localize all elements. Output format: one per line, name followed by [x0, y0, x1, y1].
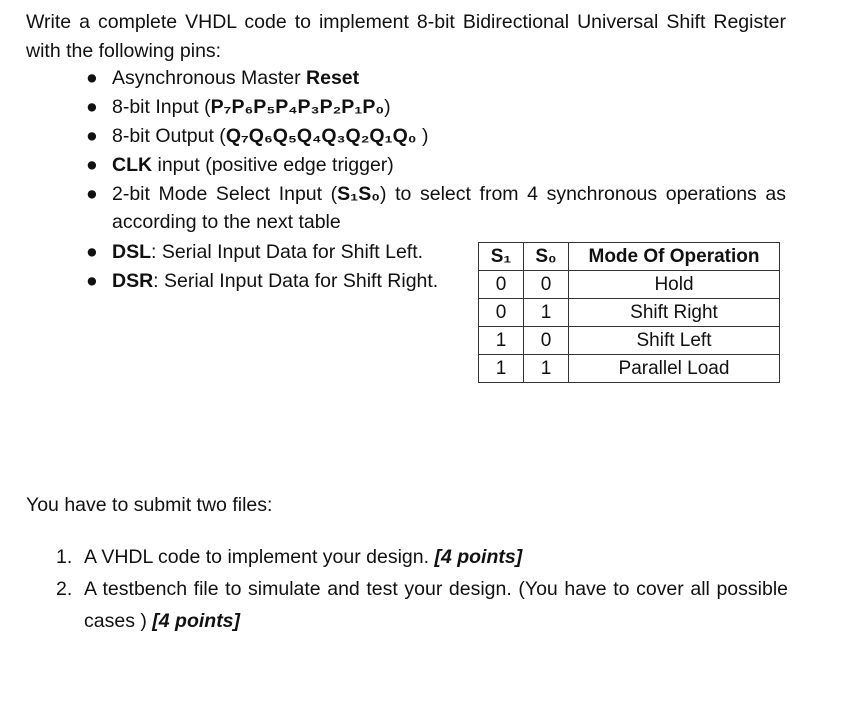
bullet-icon: ●: [86, 67, 98, 89]
output-pins: Q₇Q₆Q₅Q₄Q₃Q₂Q₁Q₀: [225, 125, 417, 147]
mode-rest: ) to select from 4 synchronous operations as according to the next table: [112, 183, 786, 233]
task-text: A VHDL code to implement your design.: [84, 546, 435, 568]
output-text: 8-bit Output (: [112, 125, 226, 147]
task-points: [4 points]: [152, 610, 241, 632]
submit-instruction: You have to submit two files:: [26, 494, 273, 516]
header-s1: S₁: [479, 243, 524, 271]
bullet-icon: ●: [86, 270, 98, 292]
cell-s0: 1: [524, 355, 569, 383]
bullet-icon: ●: [86, 241, 98, 263]
header-mode: Mode Of Operation: [569, 243, 780, 271]
input-text: 8-bit Input (: [112, 96, 211, 118]
cell-s0: 1: [524, 299, 569, 327]
dsr-text: : Serial Input Data for Shift Right.: [153, 270, 439, 292]
dsl-bold: DSL: [112, 241, 151, 263]
cell-s0: 0: [524, 271, 569, 299]
mode-table: [478, 242, 780, 383]
table-row: [479, 271, 780, 299]
header-s0: S₀: [524, 243, 569, 271]
table-row: [479, 327, 780, 355]
bullet-icon: ●: [86, 183, 98, 205]
cell-mode: Hold: [569, 271, 780, 299]
cell-s1: 0: [479, 271, 524, 299]
input-close: ): [384, 96, 391, 118]
output-close: ): [416, 125, 429, 147]
table-row: [479, 299, 780, 327]
cell-s0: 0: [524, 327, 569, 355]
cell-mode: Shift Right: [569, 299, 780, 327]
task-number: 2.: [56, 578, 73, 600]
input-pins: P₇P₆P₅P₄P₃P₂P₁P₀: [210, 96, 385, 118]
table-row: [479, 355, 780, 383]
reset-text: Asynchronous Master: [112, 67, 307, 89]
cell-s1: 0: [479, 299, 524, 327]
cell-mode: Parallel Load: [569, 355, 780, 383]
task-text: A testbench file to simulate and test your design. (You have to cover all possible cases ): [84, 578, 788, 632]
clk-text: input (positive edge trigger): [152, 154, 394, 176]
dsl-text: : Serial Input Data for Shift Left.: [151, 241, 424, 263]
mode-text: 2-bit Mode Select Input (: [112, 183, 338, 205]
mode-pins: S₁S₀: [337, 183, 381, 205]
bullet-icon: ●: [86, 154, 98, 176]
task-number: 1.: [56, 546, 73, 568]
bullet-icon: ●: [86, 96, 98, 118]
clk-bold: CLK: [112, 154, 153, 176]
cell-s1: 1: [479, 327, 524, 355]
task-points: [4 points]: [434, 546, 523, 568]
task-description: Write a complete VHDL code to implement 8-bit Bidirectional Universal Shift Register with the following pins:: [26, 11, 786, 62]
bullet-icon: ●: [86, 125, 98, 147]
cell-mode: Shift Left: [569, 327, 780, 355]
table-header-row: [479, 243, 780, 271]
cell-s1: 1: [479, 355, 524, 383]
dsr-bold: DSR: [112, 270, 154, 292]
reset-bold: Reset: [306, 67, 360, 89]
